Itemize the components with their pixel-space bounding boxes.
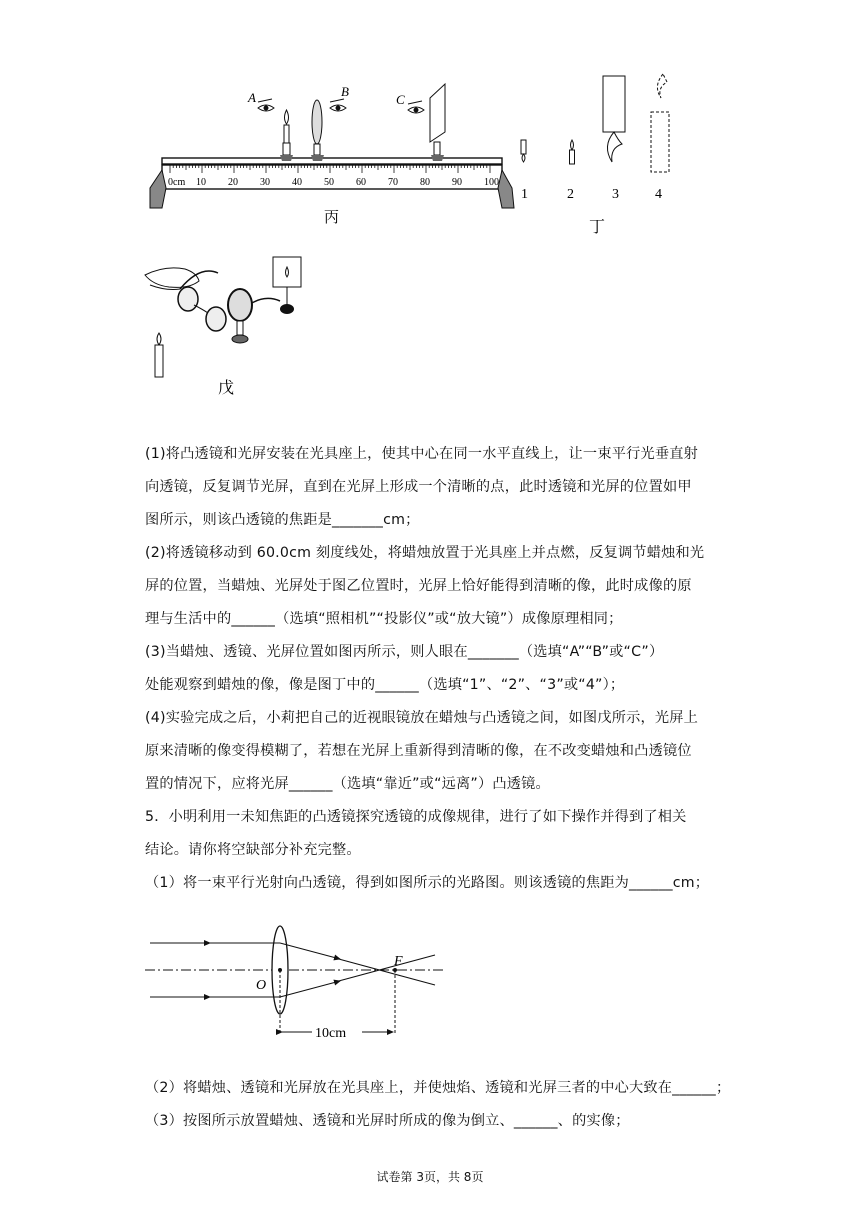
figure-bing-optical-bench	[140, 70, 520, 230]
text-line: 结论。请你将空缺部分补充完整。	[145, 842, 361, 858]
text-line: (3)当蜡烛、透镜、光屏位置如图丙所示，则人眼在_______（选填“A”“B”或“C”）	[145, 644, 664, 660]
label-1: 1	[521, 187, 528, 202]
label-2: 2	[567, 187, 574, 202]
ruler-tick-label: 100	[484, 177, 499, 188]
question-text-2	[145, 1072, 731, 1138]
caption-bing: 丙	[324, 210, 340, 226]
caption-wu: 戊	[218, 380, 235, 397]
label-3: 3	[612, 187, 619, 202]
text-line: 原来清晰的像变得模糊了，若想在光屏上重新得到清晰的像，在不改变蜡烛和凸透镜位	[145, 743, 692, 759]
text-line: 理与生活中的______（选填“照相机”“投影仪”或“放大镜”）成像原理相同；	[145, 611, 623, 627]
eye-icon-c	[408, 101, 424, 113]
ruler-tick-label: 20	[228, 177, 238, 188]
question-text	[145, 438, 725, 900]
ruler-tick-label: 0cm	[168, 177, 186, 188]
text-line: （2）将蜡烛、透镜和光屏放在光具座上，并使烛焰、透镜和光屏三者的中心大致在______；	[145, 1080, 731, 1096]
text-line: （3）按图所示放置蜡烛、透镜和光屏时所成的像为倒立、______、的实像；	[145, 1113, 630, 1129]
text-line: (2)将透镜移动到 60.0cm 刻度线处，将蜡烛放置于光具座上并点燃，反复调节蜡烛和光	[145, 545, 705, 561]
eye-icon-b	[330, 99, 346, 111]
text-line: 处能观察到蜡烛的像，像是图丁中的______（选填“1”、“2”、“3”或“4”）；	[145, 677, 625, 693]
text-line: (4)实验完成之后，小莉把自己的近视眼镜放在蜡烛与凸透镜之间，如图戊所示，光屏上	[145, 710, 699, 726]
ruler-tick-label: 90	[452, 177, 462, 188]
caption-ding: 丁	[589, 219, 606, 236]
label-c: C	[396, 92, 405, 107]
label-a: A	[248, 90, 256, 105]
lens	[311, 100, 324, 161]
ruler-tick-label: 30	[260, 177, 270, 188]
ruler-tick-label: 80	[420, 177, 430, 188]
ruler-tick-label: 60	[356, 177, 366, 188]
text-line: 图所示，则该凸透镜的焦距是_______cm；	[145, 512, 420, 528]
ruler-tick-label: 50	[324, 177, 334, 188]
eye-icon-a	[258, 99, 274, 111]
screen	[430, 84, 445, 161]
label-b: B	[341, 84, 349, 99]
label-f: F	[394, 954, 403, 969]
text-line: 5．小明利用一未知焦距的凸透镜探究透镜的成像规律，进行了如下操作并得到了相关	[145, 809, 687, 825]
ruler-tick-label: 70	[388, 177, 398, 188]
label-o: O	[256, 978, 267, 993]
text-line: （1）将一束平行光射向凸透镜，得到如图所示的光路图。则该透镜的焦距为______cm；	[145, 875, 710, 891]
figure-lens-focal	[140, 925, 460, 1050]
dist-label: 10cm	[315, 1026, 347, 1041]
figure-ding-images	[515, 70, 675, 240]
figure-wu-glasses	[140, 245, 330, 400]
ruler-tick-label: 40	[292, 177, 302, 188]
text-line: 置的情况下，应将光屏______（选填“靠近”或“远离”）凸透镜。	[145, 776, 550, 792]
text-line: (1)将凸透镜和光屏安装在光具座上，使其中心在同一水平直线上，让一束平行光垂直射	[145, 446, 699, 462]
text-line: 屏的位置，当蜡烛、光屏处于图乙位置时，光屏上恰好能得到清晰的像，此时成像的原	[145, 578, 692, 594]
text-line: 向透镜，反复调节光屏，直到在光屏上形成一个清晰的点，此时透镜和光屏的位置如甲	[145, 479, 692, 495]
page-footer: 试卷第 3页，共 8页	[376, 1170, 484, 1184]
candle	[280, 110, 293, 161]
label-4: 4	[655, 187, 662, 202]
ruler-tick-label: 10	[196, 177, 206, 188]
